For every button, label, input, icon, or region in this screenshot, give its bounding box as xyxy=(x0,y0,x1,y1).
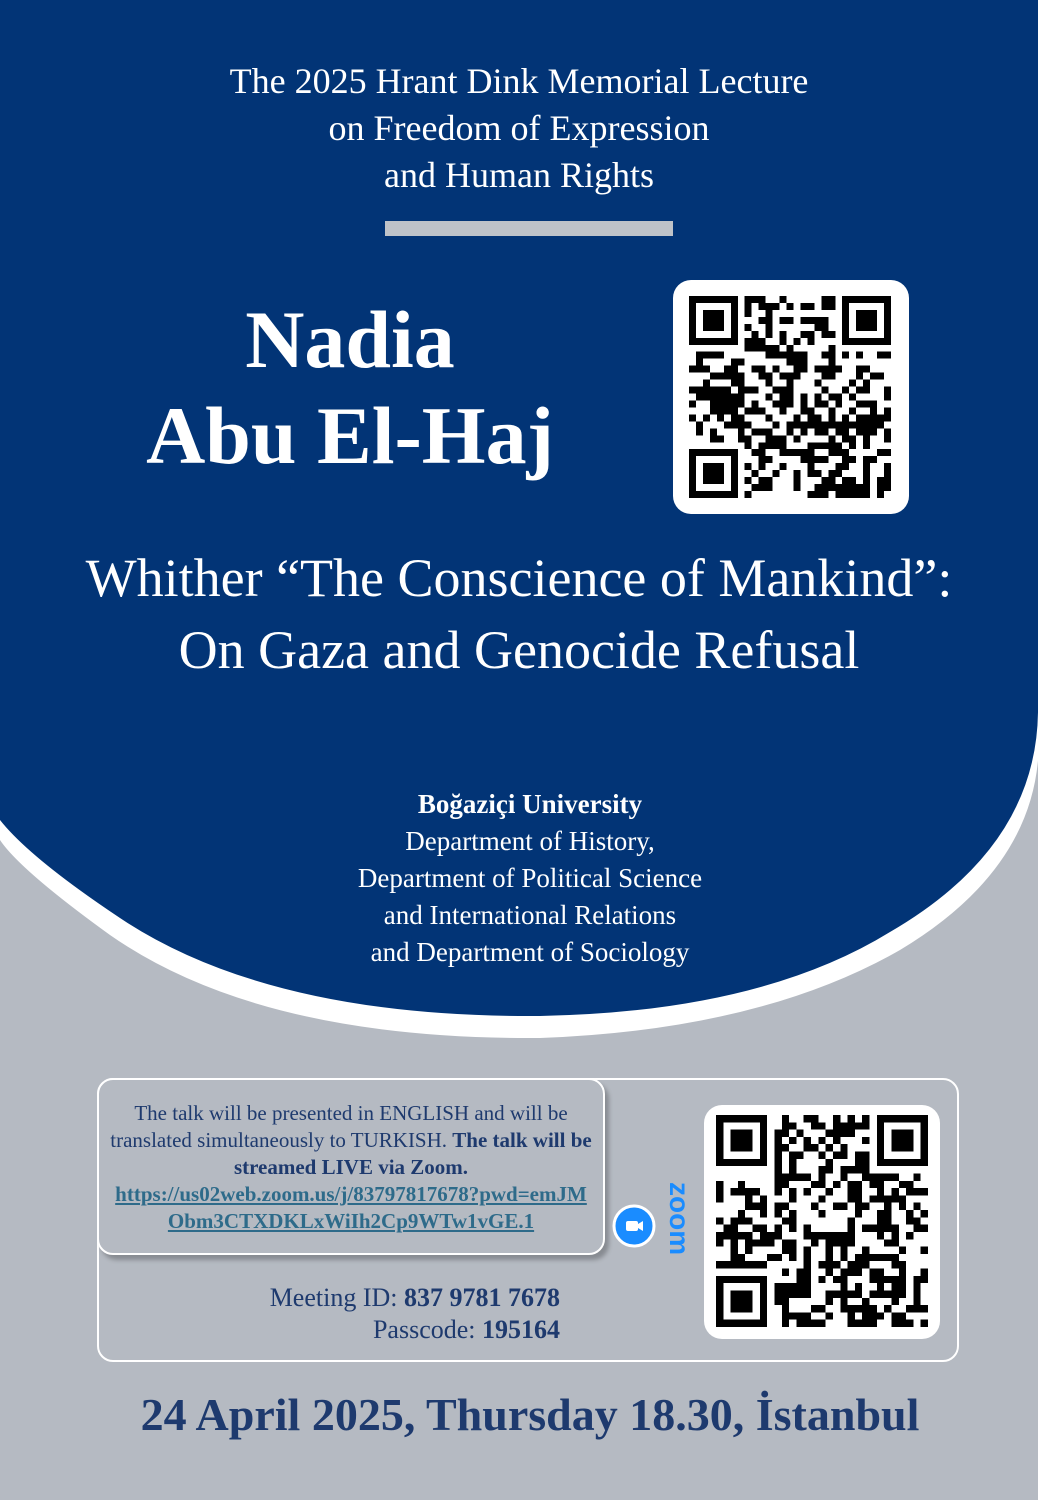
qr-code-icon xyxy=(689,296,891,498)
stream-note: The talk will be streamed LIVE via Zoom. xyxy=(233,1128,592,1179)
zoom-link[interactable]: https://us02web.zoom.us/j/83797817678?pwd=emJMObm3CTXDKLxWiIh2Cp9WTw1vGE.1 xyxy=(115,1182,587,1233)
meeting-details xyxy=(160,1282,560,1346)
passcode-label: Passcode: xyxy=(372,1315,476,1344)
passcode-row xyxy=(160,1314,560,1346)
title-divider xyxy=(385,221,673,236)
zoom-logo xyxy=(612,1180,696,1276)
series-line-2: on Freedom of Expression xyxy=(328,108,710,148)
meeting-id-row xyxy=(160,1282,560,1314)
speaker-last-name: Abu El-Haj xyxy=(146,390,554,481)
speaker-name xyxy=(60,292,640,484)
organizer-line-3: and International Relations xyxy=(383,900,677,930)
talk-title-line-2: On Gaza and Genocide Refusal xyxy=(178,620,860,680)
zoom-wordmark: zoom xyxy=(664,1182,695,1256)
series-line-3: and Human Rights xyxy=(384,155,654,195)
talk-title xyxy=(0,542,1038,686)
organizer-line-2: Department of Political Science xyxy=(357,863,703,893)
organizer-line-4: and Department of Sociology xyxy=(370,937,690,967)
organizers xyxy=(0,786,1038,971)
zoom-qr-code[interactable] xyxy=(704,1105,940,1339)
meeting-id-label: Meeting ID: xyxy=(269,1283,398,1312)
university-name: Boğaziçi University xyxy=(417,789,643,819)
qr-code-icon xyxy=(716,1115,928,1327)
talk-title-line-1: Whither “The Conscience of Mankind”: xyxy=(85,548,953,608)
event-date: 24 April 2025, Thursday 18.30, İstanbul xyxy=(140,1389,920,1440)
language-note-text: The talk will be presented in ENGLISH and will be translated simultaneously to TURKISH. xyxy=(110,1101,568,1152)
speaker-first-name: Nadia xyxy=(245,294,455,385)
lecture-series-title xyxy=(0,58,1038,199)
meeting-id-value: 837 9781 7678 xyxy=(404,1283,560,1312)
series-line-1: The 2025 Hrant Dink Memorial Lecture xyxy=(229,61,809,101)
language-note xyxy=(110,1100,592,1235)
passcode-value: 195164 xyxy=(482,1315,560,1344)
registration-qr-code[interactable] xyxy=(673,280,909,514)
organizer-line-1: Department of History, xyxy=(405,826,655,856)
